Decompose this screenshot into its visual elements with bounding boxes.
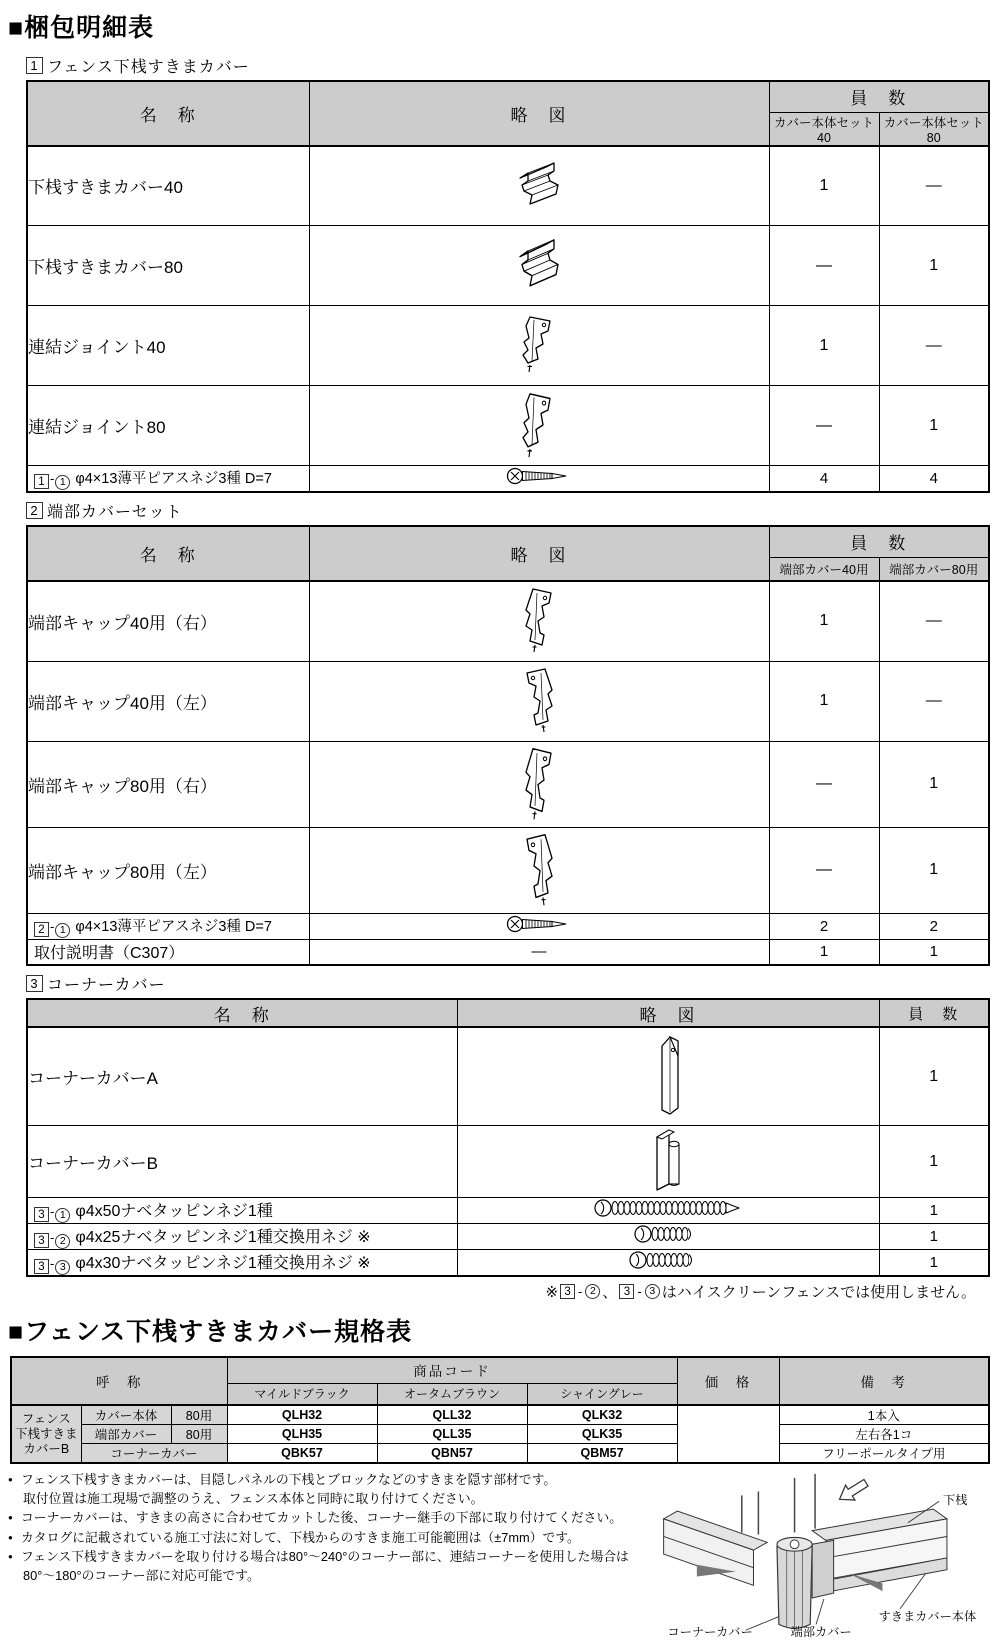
spec-item-size: 80用 <box>171 1425 227 1444</box>
joint40-sketch-icon <box>516 362 562 379</box>
footnote-mark: ※ <box>545 1283 559 1301</box>
header-set40: カバー本体セット40 <box>769 112 879 146</box>
header-name: 名 称 <box>27 999 457 1027</box>
fence-posts <box>742 1474 815 1535</box>
qty-cell: 1 <box>879 1027 989 1126</box>
part-name: 下桟すきまカバー80 <box>27 226 309 306</box>
product-code: QLK35 <box>527 1425 677 1444</box>
piercing-screw-sketch-icon <box>506 921 572 938</box>
part-name: 連結ジョイント80 <box>27 386 309 466</box>
joint80-sketch-icon <box>516 447 562 464</box>
ref-circle-number: 2 <box>585 1284 600 1299</box>
label-corner-cover: コーナーカバー <box>667 1625 753 1640</box>
note-item: ● カタログに記載されている施工寸法に対して、下桟からのすきま施工可能範囲は（±7mm）です。 <box>8 1528 648 1547</box>
corner-cover-a-sketch-icon <box>648 1107 688 1124</box>
ref-box-number: 1 <box>34 474 49 489</box>
qty-cell: 1 <box>879 741 989 827</box>
corner-cover-shape <box>777 1537 812 1628</box>
section-2-title: 端部カバーセット <box>47 504 183 521</box>
direction-arrow-icon <box>835 1475 871 1506</box>
endcap80-right-sketch-icon <box>515 809 563 826</box>
qty-cell: 1 <box>769 146 879 226</box>
label-rail: 下桟 <box>943 1493 968 1508</box>
spec-item-name: 端部カバー <box>81 1425 171 1444</box>
qty-cell: 1 <box>879 1224 989 1250</box>
tapping-screw-25-sketch-icon <box>633 1231 703 1248</box>
table-row <box>27 146 989 226</box>
product-code: QLK32 <box>527 1405 677 1425</box>
product-code: QBK57 <box>227 1444 377 1464</box>
qty-cell: — <box>769 741 879 827</box>
ref-circle-number: 1 <box>55 475 70 490</box>
qty-cell: 1 <box>879 226 989 306</box>
header-qty: 員 数 <box>769 81 989 112</box>
header-set80: カバー本体セット80 <box>879 112 989 146</box>
part-name: コーナーカバーB <box>27 1126 457 1198</box>
table-row <box>27 939 989 965</box>
bullet-icon: ● <box>8 1513 13 1523</box>
product-code: QLH35 <box>227 1425 377 1444</box>
header-endcover40: 端部カバー40用 <box>769 557 879 581</box>
packing-table-corner-cover <box>26 998 990 1277</box>
qty-cell: 1 <box>879 386 989 466</box>
header-name: 名 称 <box>27 526 309 581</box>
table-row <box>27 306 989 386</box>
table-row <box>27 581 989 661</box>
spec-group-label: フェンス 下桟すきま カバーB <box>11 1405 81 1463</box>
product-code: QBM57 <box>527 1444 677 1464</box>
product-code: QLL35 <box>377 1425 527 1444</box>
ref-circle-number: 2 <box>55 1234 70 1249</box>
ref-box-number: 3 <box>34 1207 49 1222</box>
usage-notes <box>8 1470 648 1647</box>
product-code: QLH32 <box>227 1405 377 1425</box>
spec-row <box>11 1444 989 1464</box>
part-name: 取付説明書（C307） <box>27 939 309 965</box>
cover40-sketch-icon <box>508 198 570 215</box>
part-name: φ4×13薄平ピアスネジ3種 D=7 <box>75 471 272 487</box>
section-3-number: 3 <box>26 975 43 992</box>
spec-header-color-autumnbrown: オータムブラウン <box>377 1383 527 1405</box>
table-row: 3 - 1 φ4x50ナベタッピンネジ1種 1 <box>27 1198 989 1224</box>
qty-cell: — <box>879 581 989 661</box>
spec-header-remarks: 備 考 <box>779 1357 989 1405</box>
table-row <box>27 1027 989 1126</box>
table-row <box>27 1126 989 1198</box>
part-name: 端部キャップ80用（左） <box>27 827 309 913</box>
ref-box-number: 3 <box>619 1284 634 1299</box>
piercing-screw-sketch-icon <box>506 473 572 490</box>
section-1-title: フェンス下桟すきまカバー <box>47 59 250 76</box>
ref-circle-number: 3 <box>645 1284 660 1299</box>
section-3-title: コーナーカバー <box>47 977 166 994</box>
no-sketch-dash: — <box>531 942 547 960</box>
section-2-label <box>26 499 990 522</box>
installation-diagram <box>648 1470 988 1647</box>
section-2-number: 2 <box>26 502 43 519</box>
ref-circle-number: 3 <box>55 1260 70 1275</box>
header-endcover80: 端部カバー80用 <box>879 557 989 581</box>
qty-cell: 1 <box>769 581 879 661</box>
part-name: φ4×13薄平ピアスネジ3種 D=7 <box>75 918 272 935</box>
qty-cell: — <box>769 386 879 466</box>
section-1-label <box>26 54 990 77</box>
remark-cell: 左右各1コ <box>779 1425 989 1444</box>
spec-header-code-group: 商品コード <box>227 1357 677 1383</box>
footnote-text: はハイスクリーンフェンスでは使用しません。 <box>661 1284 976 1301</box>
part-name: 連結ジョイント40 <box>27 306 309 386</box>
endcap40-right-sketch-icon <box>515 642 563 659</box>
spec-header-name: 呼 称 <box>11 1357 227 1405</box>
table-row: 3 - 2 φ4x25ナベタッピンネジ1種交換用ネジ ※ 1 <box>27 1224 989 1250</box>
qty-cell: 1 <box>879 1126 989 1198</box>
page-title-packing: ■梱包明細表 <box>8 14 155 42</box>
qty-cell: 1 <box>769 661 879 741</box>
spec-item-name: カバー本体 <box>81 1405 171 1425</box>
page-title-spec: ■フェンス下桟すきまカバー規格表 <box>8 1318 413 1346</box>
table-row: 3 - 3 φ4x30ナベタッピンネジ1種交換用ネジ ※ 1 <box>27 1250 989 1277</box>
qty-cell: 1 <box>879 827 989 913</box>
part-name: φ4x50ナベタッピンネジ1種 <box>75 1203 273 1220</box>
part-name: φ4x25ナベタッピンネジ1種交換用ネジ ※ <box>75 1229 371 1246</box>
spec-row <box>11 1405 989 1425</box>
ref-circle-number: 1 <box>55 1208 70 1223</box>
spec-header-color-mildblack: マイルドブラック <box>227 1383 377 1405</box>
label-cover-body: すきまカバー本体 <box>878 1609 977 1624</box>
ref-box-number: 3 <box>34 1233 49 1248</box>
header-sketch: 略 図 <box>309 81 769 146</box>
qty-cell: 1 <box>769 939 879 965</box>
table-row <box>27 827 989 913</box>
qty-cell: 1 <box>879 1198 989 1224</box>
endcap80-left-sketch-icon <box>515 895 563 912</box>
header-name: 名 称 <box>27 81 309 146</box>
tapping-screw-long-sketch-icon <box>593 1205 743 1222</box>
bullet-icon: ● <box>8 1475 13 1484</box>
ref-box-number: 2 <box>34 922 49 937</box>
tapping-screw-30-sketch-icon <box>628 1257 708 1274</box>
part-name: コーナーカバーA <box>27 1027 457 1126</box>
table-row <box>27 226 989 306</box>
table-row: 1 - 1 φ4×13薄平ピアスネジ3種 D=7 4 4 <box>27 466 989 493</box>
qty-cell: 1 <box>769 306 879 386</box>
cover80-sketch-icon <box>508 281 570 298</box>
part-name: φ4x30ナベタッピンネジ1種交換用ネジ ※ <box>75 1255 371 1272</box>
ref-box-number: 3 <box>560 1284 575 1299</box>
price-cell <box>677 1405 779 1463</box>
spec-item-name: コーナーカバー <box>81 1444 227 1464</box>
packing-table-end-cover <box>26 525 990 966</box>
qty-cell: — <box>879 306 989 386</box>
product-code: QBN57 <box>377 1444 527 1464</box>
section-3-label <box>26 972 990 995</box>
label-end-cover: 端部カバー <box>790 1625 852 1640</box>
table-row <box>27 741 989 827</box>
note-item: ● フェンス下桟すきまカバーを取り付ける場合は80°〜240°のコーナー部に、連結コーナーを使用した場合は 80°〜180°のコーナー部に対応可能です。 <box>8 1547 648 1585</box>
qty-cell: — <box>769 827 879 913</box>
end-cover-shape <box>812 1540 833 1598</box>
table-row: 2 - 1 φ4×13薄平ピアスネジ3種 D=7 2 2 <box>27 913 989 939</box>
qty-cell: — <box>879 661 989 741</box>
qty-cell: — <box>769 226 879 306</box>
header-sketch: 略 図 <box>309 526 769 581</box>
bullet-icon: ● <box>8 1551 13 1561</box>
qty-cell: 2 <box>769 913 879 939</box>
remark-cell: フリーポールタイプ用 <box>779 1444 989 1464</box>
header-qty: 員 数 <box>879 999 989 1027</box>
header-qty: 員 数 <box>769 526 989 557</box>
product-code: QLL32 <box>377 1405 527 1425</box>
qty-cell: 4 <box>879 466 989 493</box>
note-item: ● コーナーカバーは、すきまの高さに合わせてカットした後、コーナー継手の下部に取り付けてください。 <box>8 1508 648 1527</box>
spec-row <box>11 1425 989 1444</box>
header-sketch: 略 図 <box>457 999 879 1027</box>
section-1-number: 1 <box>26 57 43 74</box>
spec-table <box>10 1356 990 1464</box>
remark-cell: 1本入 <box>779 1405 989 1425</box>
packing-table-fence-cover <box>26 80 990 493</box>
ref-box-number: 3 <box>34 1259 49 1274</box>
corner-cover-footnote: ※ 3 - 2 、 3 - 3 はハイスクリーンフェンスでは使用しません。 <box>8 1281 976 1302</box>
qty-cell: 2 <box>879 913 989 939</box>
spec-header-color-shinegray: シャイングレー <box>527 1383 677 1405</box>
table-row <box>27 661 989 741</box>
bullet-icon: ● <box>8 1532 13 1542</box>
table-row <box>27 386 989 466</box>
qty-cell: — <box>879 146 989 226</box>
part-name: 下桟すきまカバー40 <box>27 146 309 226</box>
qty-cell: 4 <box>769 466 879 493</box>
corner-cover-b-sketch-icon <box>647 1179 689 1196</box>
note-item: ● フェンス下桟すきまカバーは、目隠しパネルの下桟とブロックなどのすきまを隠す部材です。 取付位置は施工現場で調整のうえ、フェンス本体と同時に取り付けてください。 <box>8 1470 648 1508</box>
part-name: 端部キャップ40用（右） <box>27 581 309 661</box>
qty-cell: 1 <box>879 939 989 965</box>
endcap40-left-sketch-icon <box>515 722 563 739</box>
part-name: 端部キャップ40用（左） <box>27 661 309 741</box>
part-name: 端部キャップ80用（右） <box>27 741 309 827</box>
spec-header-price: 価 格 <box>677 1357 779 1405</box>
spec-item-size: 80用 <box>171 1405 227 1425</box>
ref-circle-number: 1 <box>55 923 70 938</box>
qty-cell: 1 <box>879 1250 989 1277</box>
